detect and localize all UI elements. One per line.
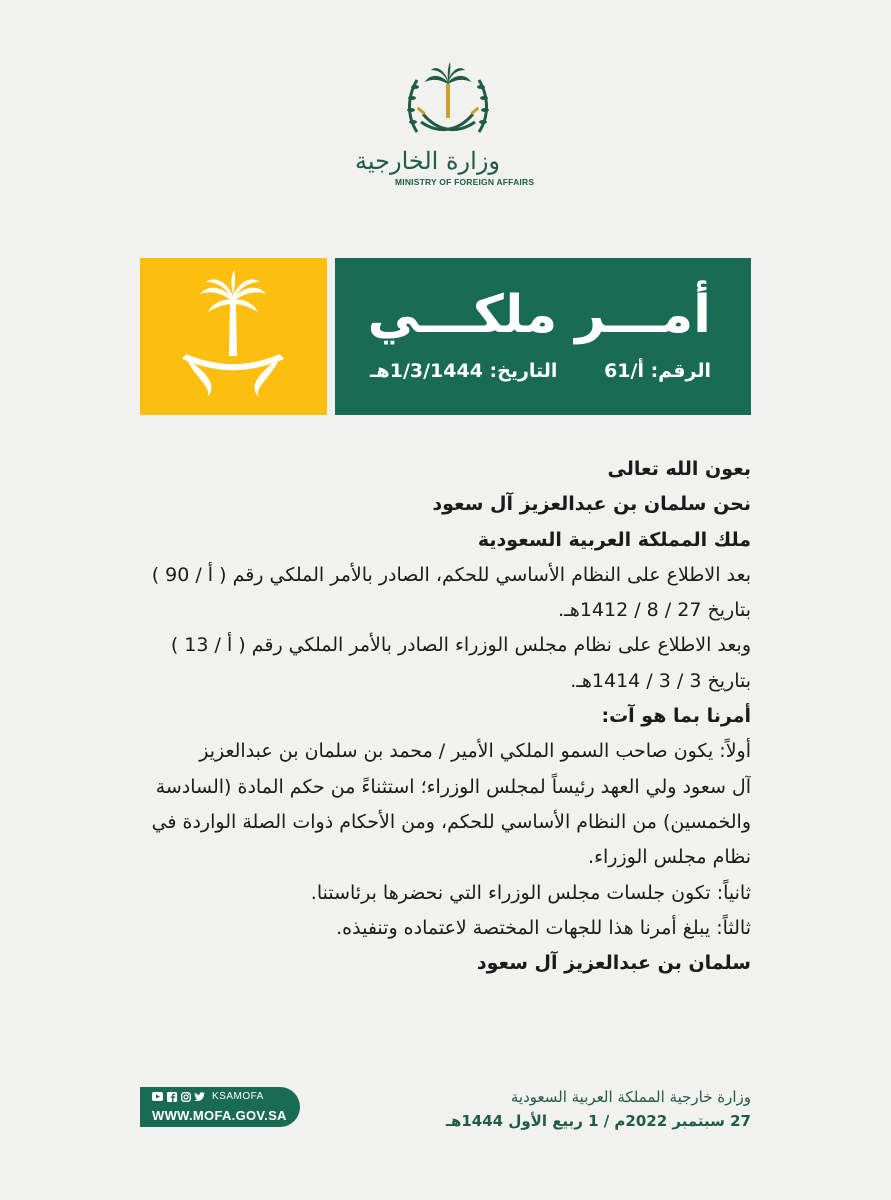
body-line-order-heading: أمرنا بما هو آت: [601,705,751,728]
order-number: الرقم: أ/61 [604,360,711,382]
instagram-icon[interactable] [180,1091,191,1102]
ministry-name-arabic: وزارة الخارجية [355,147,500,175]
ministry-emblem [355,62,535,202]
social-handle: KSAMOFA [212,1091,264,1102]
banner-emblem-panel [140,258,327,415]
ministry-name-english: MINISTRY OF FOREIGN AFFAIRS [395,177,535,187]
body-line: بتاريخ 3 / 3 / 1414هـ. [570,669,751,692]
body-line: ثالثاً: يبلغ أمرنا هذا للجهات المختصة لاعتماده وتنفيذه. [336,916,751,939]
body-line-signature: سلمان بن عبدالعزيز آل سعود [476,952,751,975]
body-line-invocation: بعون الله تعالى [607,458,751,480]
saudi-emblem-icon [403,62,493,144]
body-line: ثانياً: تكون جلسات مجلس الوزراء التي نحضرها برئاستنا. [310,881,751,904]
body-line-king-name: نحن سلمان بن عبدالعزيز آل سعود [432,493,751,516]
palm-swords-icon [140,258,327,415]
body-line: والخمسين) من النظام الأساسي للحكم، ومن الأحكام ذوات الصلة الواردة في [151,810,751,833]
social-icons-row [152,1091,264,1102]
footer-date-line: 27 سبتمبر 2022م / 1 ربيع الأول 1444هـ [445,1112,751,1130]
facebook-icon[interactable] [166,1091,177,1102]
body-line-king-title: ملك المملكة العربية السعودية [477,528,751,551]
footer-ministry-line: وزارة خارجية المملكة العربية السعودية [510,1088,751,1106]
order-date: التاريخ: 1/3/1444هـ [370,360,558,382]
twitter-icon[interactable] [194,1091,205,1102]
body-line: آل سعود ولي العهد رئيساً لمجلس الوزراء؛ استثناءً من حكم المادة (السادسة [155,775,751,798]
royal-order-title: أمـــر ملكـــي [367,285,711,345]
body-line: أولاً: يكون صاحب السمو الملكي الأمير / محمد بن سلمان بن عبدالعزيز [199,740,751,763]
body-line: بعد الاطلاع على النظام الأساسي للحكم، الصادر بالأمر الملكي رقم ( أ / 90 ) [151,563,751,586]
footer-ministry-info [446,1085,751,1133]
order-body [140,452,751,981]
body-line: نظام مجلس الوزراء. [588,846,751,869]
banner-title-panel [335,258,751,415]
order-meta [370,358,711,384]
website-link[interactable]: WWW.MOFA.GOV.SA [152,1108,287,1123]
body-line: بتاريخ 27 / 8 / 1412هـ. [558,599,751,622]
youtube-icon[interactable] [152,1091,163,1102]
social-badge [140,1087,300,1127]
body-line: وبعد الاطلاع على نظام مجلس الوزراء الصادر بالأمر الملكي رقم ( أ / 13 ) [170,634,751,657]
